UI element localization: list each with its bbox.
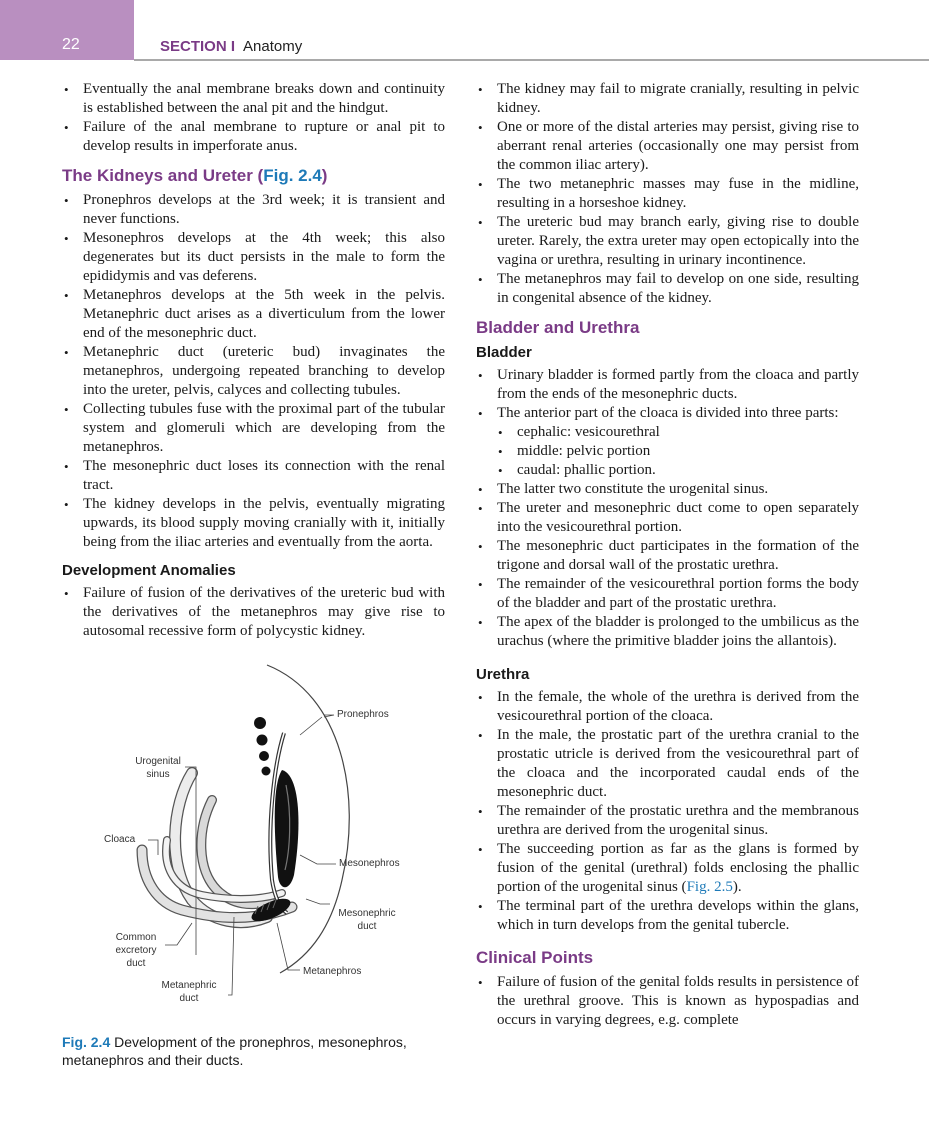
kidneys-ureter-heading: [62, 165, 445, 186]
intro-list: [62, 80, 445, 156]
list-item: • The ureteric bud may branch early, giving rise to double ureter. Rarely, the extra ureter may open ectopically into the vagina or urethra, resulting in urinary incontinence.: [497, 213, 859, 270]
right-column: [476, 80, 859, 1030]
list-item-text: The succeeding portion as far as the glans is formed by fusion of the genital (urethral) folds enclosing the phallic portion of the urogenital sinus (: [497, 841, 859, 895]
urethra-list: [476, 688, 859, 935]
section-title: Anatomy: [243, 38, 303, 55]
figure-caption: [62, 1033, 445, 1069]
fig-2-5-link[interactable]: Fig. 2.5: [686, 879, 733, 895]
header-rule: [134, 59, 929, 61]
list-item: • Metanephros develops at the 5th week in the pelvis. Metanephric duct arises as a diverticulum from the lower end of the mesonephric duct.: [83, 286, 445, 343]
label-metanephros: Metanephros: [303, 966, 362, 977]
heading-text: The Kidneys and Ureter (: [62, 166, 264, 185]
list-item: [497, 404, 859, 480]
list-item-close: ).: [732, 879, 742, 895]
list-item: • The latter two constitute the urogenital sinus.: [497, 480, 859, 499]
list-item: • Failure of fusion of the derivatives of the ureteric bud with the derivatives of the metanephros may give rise to autosomal recessive form of polycystic kidney.: [83, 584, 445, 641]
cloaca-parts-list: [497, 423, 859, 480]
list-item: • Collecting tubules fuse with the proximal part of the tubular system and glomeruli which are developing from the metanephros.: [83, 400, 445, 457]
list-item: • The mesonephric duct participates in the formation of the trigone and dorsal wall of the prostatic urethra.: [497, 537, 859, 575]
sub-list-item: • caudal: phallic portion.: [517, 461, 859, 480]
clinical-points-heading: Clinical Points: [476, 948, 594, 967]
caption-number: Fig. 2.4: [62, 1034, 111, 1050]
left-column: [62, 80, 445, 1069]
running-head: [160, 38, 302, 55]
section-label: SECTION I: [160, 38, 236, 55]
bladder-heading: Bladder: [476, 344, 532, 361]
fig-2-4-link[interactable]: Fig. 2.4: [263, 166, 322, 185]
sub-list-item: • middle: pelvic portion: [517, 442, 859, 461]
caption-text: Development of the pronephros, mesonephros, metanephros and their ducts.: [62, 1034, 407, 1068]
list-item: • In the female, the whole of the urethra is derived from the vesicourethral portion of the cloaca.: [497, 688, 859, 726]
list-item: • The kidney develops in the pelvis, eventually migrating upwards, its blood supply moving cranially with it, initially being from the iliac arteries and eventually from the aorta.: [83, 495, 445, 552]
bladder-urethra-heading: Bladder and Urethra: [476, 318, 640, 337]
list-item: • The mesonephric duct loses its connection with the renal tract.: [83, 457, 445, 495]
heading-close: ): [321, 166, 328, 185]
label-mesonephros: Mesonephros: [339, 858, 400, 869]
page-number: 22: [62, 36, 80, 53]
list-item: • The remainder of the prostatic urethra and the membranous urethra are derived from the urogenital sinus.: [497, 802, 859, 840]
label-pronephros: Pronephros: [337, 709, 389, 720]
list-item: • The remainder of the vesicourethral portion forms the body of the bladder and part of the prostatic urethra.: [497, 575, 859, 613]
anomalies-list: [62, 584, 445, 641]
list-item-text: The anterior part of the cloaca is divided into three parts:: [497, 405, 839, 421]
kidneys-list: [62, 191, 445, 552]
list-item: • The ureter and mesonephric duct come to open separately into the vesicourethral portion.: [497, 499, 859, 537]
label-cloaca: Cloaca: [104, 834, 136, 845]
list-item: • Urinary bladder is formed partly from the cloaca and partly from the ends of the mesonephric ducts.: [497, 366, 859, 404]
list-item: • Metanephric duct (ureteric bud) invaginates the metanephros, undergoing repeated branching to develop into the ureter, pelvis, calyces and collecting tubules.: [83, 343, 445, 400]
list-item: • Failure of the anal membrane to rupture or anal pit to develop results in imperforate anus.: [83, 118, 445, 156]
list-item: [497, 840, 859, 897]
list-item: • Mesonephros develops at the 4th week; this also degenerates but its duct persists in the male to form the epididymis and vas deferens.: [83, 229, 445, 286]
clinical-list: [476, 973, 859, 1030]
list-item: • Pronephros develops at the 3rd week; it is transient and never functions.: [83, 191, 445, 229]
list-item: • The kidney may fail to migrate cranially, resulting in pelvic kidney.: [497, 80, 859, 118]
anomalies-continued-list: [476, 80, 859, 308]
label-mesonephric-duct: Mesonephric duct: [338, 908, 396, 932]
list-item: • The two metanephric masses may fuse in the midline, resulting in a horseshoe kidney.: [497, 175, 859, 213]
list-item: • The metanephros may fail to develop on one side, resulting in congenital absence of the kidney.: [497, 270, 859, 308]
list-item: • One or more of the distal arteries may persist, giving rise to aberrant renal arteries (occasionally one may persist from the common iliac artery).: [497, 118, 859, 175]
list-item: • The apex of the bladder is prolonged to the umbilicus as the urachus (where the primitive bladder joins the allantois).: [497, 613, 859, 651]
list-item: • The terminal part of the urethra develops within the glans, which in turn develops from the genital tubercle.: [497, 897, 859, 935]
sub-list-item: • cephalic: vesicourethral: [517, 423, 859, 442]
label-common-excretory-duct: Common excretory duct: [115, 932, 157, 969]
figure-2-4: [62, 655, 445, 1031]
label-urogenital-sinus: Urogenital sinus: [135, 756, 181, 780]
label-metanephric-duct: Metanephric duct: [161, 980, 217, 1004]
list-item: • In the male, the prostatic part of the urethra cranial to the prostatic utricle is derived from the vesicourethral part of the cloaca and the incorporated caudal ends of the mesonephric duct.: [497, 726, 859, 802]
list-item: • Eventually the anal membrane breaks down and continuity is established between the anal pit and the hindgut.: [83, 80, 445, 118]
urethra-heading: Urethra: [476, 666, 530, 683]
bladder-list: [476, 366, 859, 651]
development-anomalies-heading: Development Anomalies: [62, 562, 236, 579]
list-item: • Failure of fusion of the genital folds results in persistence of the urethral groove. This is known as hypospadias and occurs in varying degrees, e.g. complete: [497, 973, 859, 1030]
